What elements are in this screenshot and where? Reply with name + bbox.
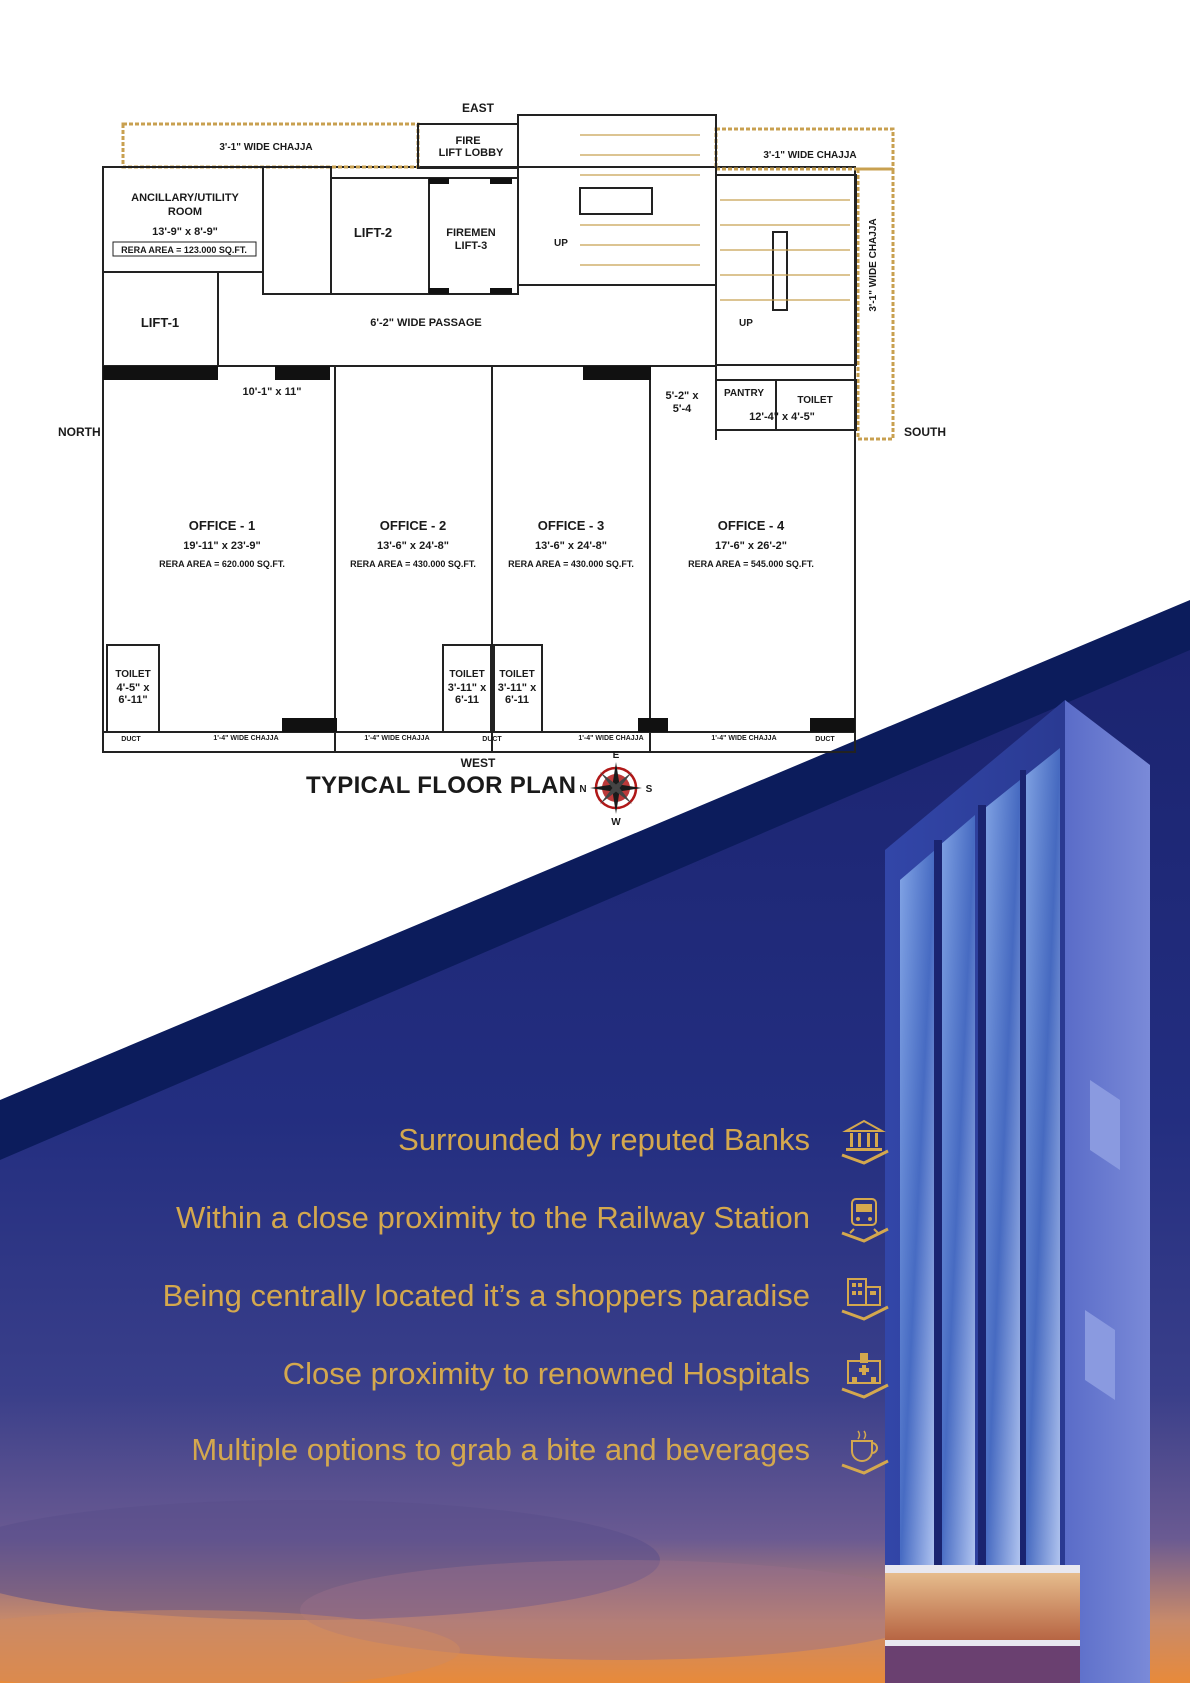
- toilet-dims: 6'-11: [454, 694, 480, 706]
- ancillary-room-label: ROOM: [167, 206, 203, 218]
- direction-north: NORTH: [58, 425, 101, 439]
- ancillary-room-dims: 13'-9" x 8'-9": [152, 226, 218, 238]
- feature-shopping: [163, 1271, 890, 1321]
- firemen-lift-label: LIFT-3: [454, 240, 488, 252]
- office-1-dims: 19'-11" x 23'-9": [183, 540, 261, 552]
- bottom-chajja-label: 1'-4" WIDE CHAJJA: [213, 735, 279, 742]
- office-4-area: RERA AREA = 545.000 SQ.FT.: [688, 559, 814, 569]
- floor-plan: [0, 0, 1190, 840]
- firemen-lift-label: FIREMEN: [446, 227, 496, 239]
- office-2-name: OFFICE - 2: [379, 518, 447, 533]
- duct-label: DUCT: [121, 736, 141, 743]
- feature-text: Within a close proximity to the Railway Station: [175, 1200, 810, 1235]
- fire-lift-lobby-label: LIFT LOBBY: [438, 147, 504, 159]
- feature-text: Surrounded by reputed Banks: [398, 1122, 810, 1157]
- small-room-dims: 5'-4: [672, 403, 692, 415]
- dimension-label: 10'-1" x 11": [242, 386, 302, 398]
- toilet-label: TOILET: [499, 669, 535, 680]
- passage-label: 6'-2" WIDE PASSAGE: [370, 317, 482, 329]
- plan-title: TYPICAL FLOOR PLAN: [306, 772, 577, 799]
- compass-rose-icon: [579, 750, 652, 828]
- feature-text: Being centrally located it’s a shoppers paradise: [162, 1278, 810, 1313]
- duct-label: DUCT: [815, 736, 835, 743]
- bottom-chajja-label: 1'-4" WIDE CHAJJA: [711, 735, 777, 742]
- office-4-dims: 17'-6" x 26'-2": [715, 540, 787, 552]
- ancillary-room-label: ANCILLARY/UTILITY: [131, 192, 239, 204]
- toilet-label: TOILET: [115, 669, 151, 680]
- bank-icon: [838, 1115, 890, 1165]
- office-4-name: OFFICE - 4: [717, 518, 785, 533]
- ancillary-room-area: RERA AREA = 123.000 SQ.FT.: [121, 245, 247, 255]
- pantry-toilet-dims: 12'-4" x 4'-5": [749, 411, 815, 423]
- feature-text: Multiple options to grab a bite and beverages: [191, 1432, 810, 1467]
- feature-railway: [176, 1193, 890, 1243]
- fire-lift-lobby-label: FIRE: [455, 135, 481, 147]
- toilet-dims: 6'-11": [118, 694, 148, 706]
- compass-w: W: [611, 817, 621, 828]
- lift-1-label: LIFT-1: [140, 315, 180, 330]
- train-icon: [838, 1193, 890, 1243]
- office-1-area: RERA AREA = 620.000 SQ.FT.: [159, 559, 285, 569]
- pantry-label: PANTRY: [724, 388, 764, 399]
- small-room-dims: 5'-2" x: [665, 390, 699, 402]
- office-2-area: RERA AREA = 430.000 SQ.FT.: [350, 559, 476, 569]
- feature-text: Close proximity to renowned Hospitals: [282, 1356, 810, 1391]
- office-3-name: OFFICE - 3: [537, 518, 605, 533]
- feature-banks: [398, 1115, 890, 1165]
- chajja-label: 3'-1" WIDE CHAJJA: [868, 218, 879, 312]
- office-2-dims: 13'-6" x 24'-8": [377, 540, 449, 552]
- bottom-chajja-label: 1'-4" WIDE CHAJJA: [364, 735, 430, 742]
- office-3-dims: 13'-6" x 24'-8": [535, 540, 607, 552]
- toilet-dims: 4'-5" x: [116, 682, 150, 694]
- toilet-dims: 6'-11: [504, 694, 530, 706]
- lift-2-label: LIFT-2: [353, 225, 393, 240]
- stair-up-label: UP: [739, 318, 753, 329]
- bottom-chajja-label: 1'-4" WIDE CHAJJA: [578, 735, 644, 742]
- toilet-label: TOILET: [797, 395, 833, 406]
- office-3-area: RERA AREA = 430.000 SQ.FT.: [508, 559, 634, 569]
- office-1-name: OFFICE - 1: [188, 518, 256, 533]
- toilet-label: TOILET: [449, 669, 485, 680]
- chajja-label: 3'-1" WIDE CHAJJA: [763, 150, 857, 161]
- tower-building: [885, 700, 1150, 1683]
- toilet-dims: 3'-11" x: [447, 682, 487, 694]
- hospital-icon: [838, 1349, 890, 1399]
- feature-food: [191, 1425, 890, 1475]
- shopping-building-icon: [838, 1271, 890, 1321]
- stair-up-label: UP: [554, 238, 568, 249]
- coffee-cup-icon: [838, 1425, 890, 1475]
- compass-n: N: [579, 784, 587, 795]
- compass-s: S: [645, 784, 653, 795]
- chajja-label: 3'-1" WIDE CHAJJA: [219, 142, 313, 153]
- toilet-dims: 3'-11" x: [497, 682, 537, 694]
- feature-hospitals: [283, 1349, 890, 1399]
- direction-west: WEST: [460, 756, 496, 770]
- direction-south: SOUTH: [904, 425, 946, 439]
- direction-east: EAST: [461, 101, 495, 115]
- duct-label: DUCT: [482, 736, 502, 743]
- compass-e: E: [612, 750, 620, 761]
